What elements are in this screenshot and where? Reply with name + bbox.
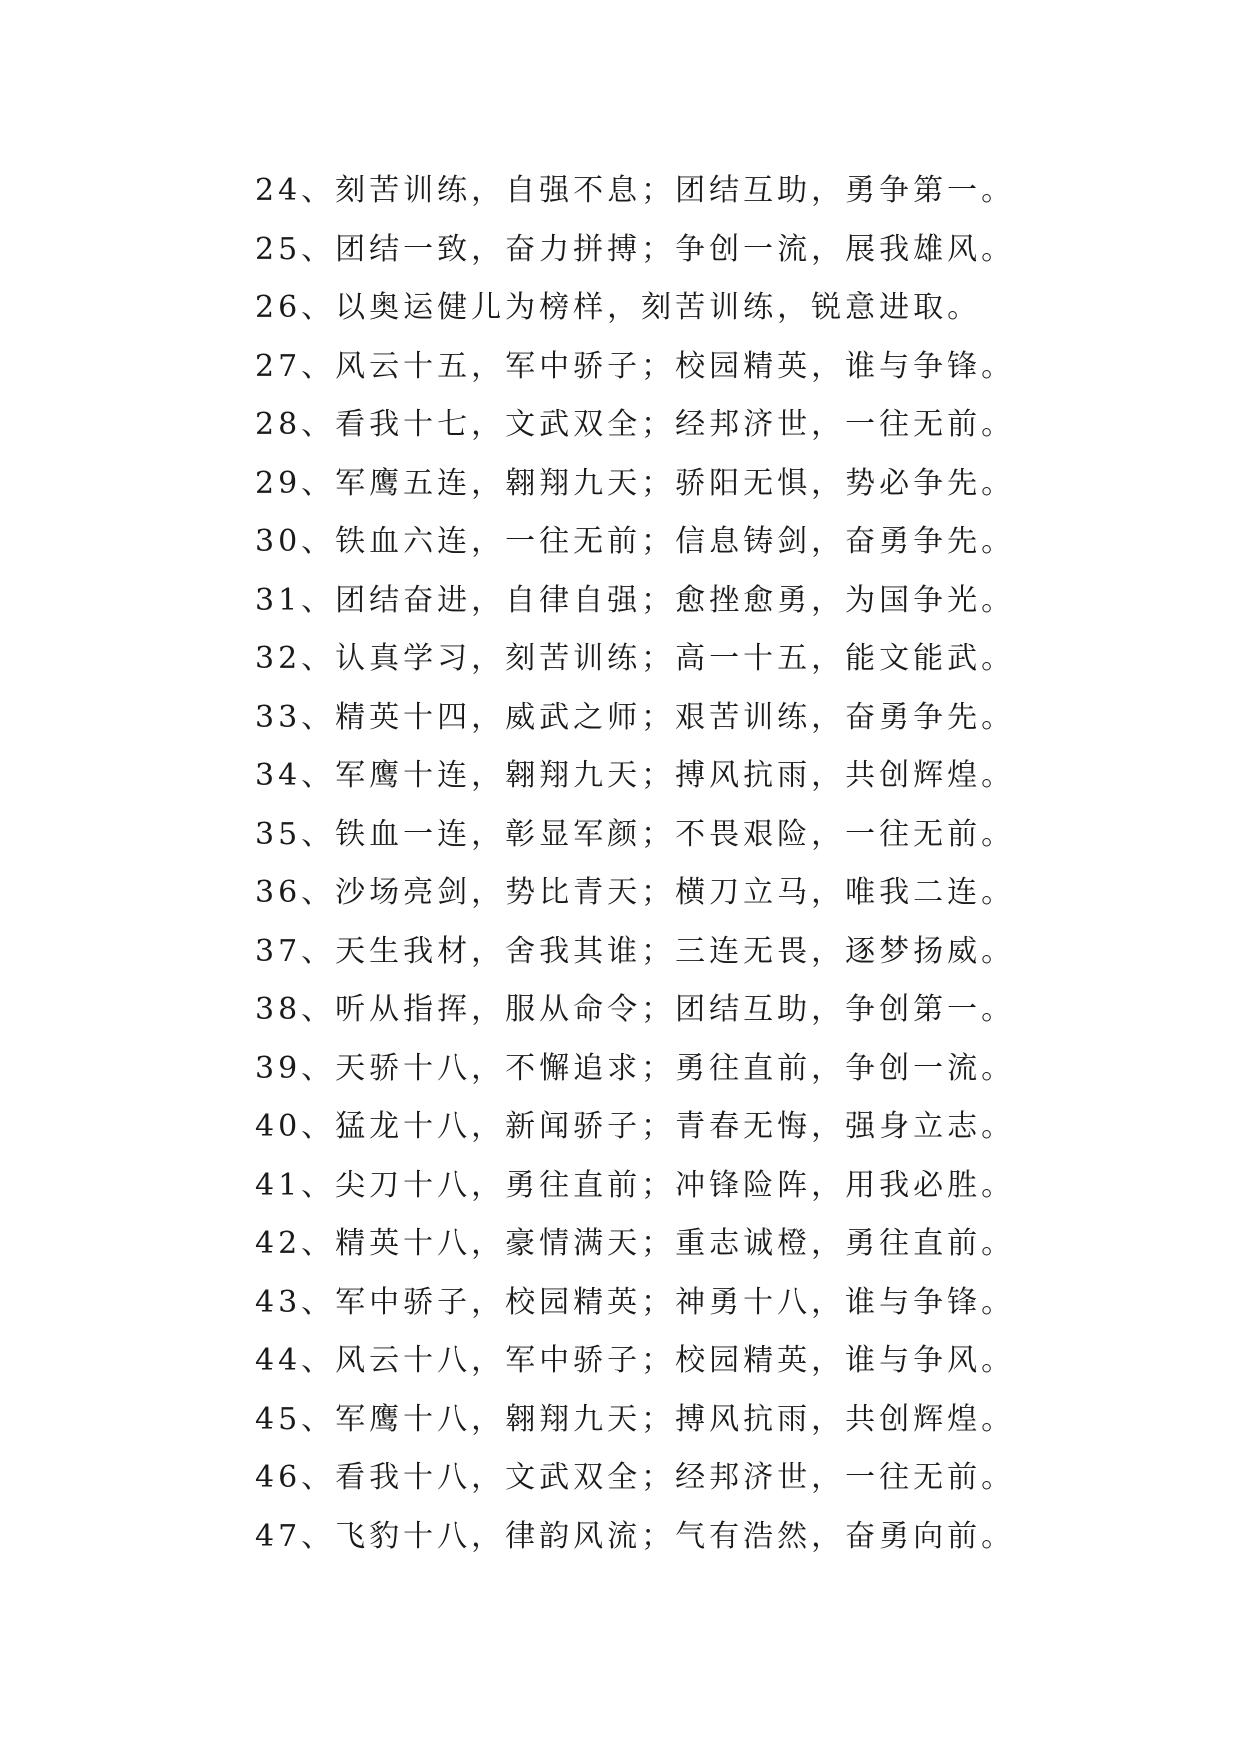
slogan-line-39: 39、天骄十八，不懈追求；勇往直前，争创一流。 [255, 1050, 1016, 1086]
slogan-line-26: 26、以奥运健儿为榜样，刻苦训练，锐意进取。 [255, 290, 982, 325]
slogan-line-33: 33、精英十四，威武之师；艰苦训练，奋勇争先。 [255, 699, 1016, 735]
slogan-list [255, 162, 1015, 1566]
slogan-line-35: 35、铁血一连，彰显军颜；不畏艰险，一往无前。 [255, 816, 1016, 852]
slogan-line-36: 36、沙场亮剑，势比青天；横刀立马，唯我二连。 [255, 875, 1016, 910]
slogan-line-34: 34、军鹰十连，翱翔九天；搏风抗雨，共创辉煌。 [255, 758, 1016, 793]
slogan-line-27: 27、风云十五，军中骄子；校园精英，谁与争锋。 [255, 348, 1016, 384]
slogan-line-37: 37、天生我材，舍我其谁；三连无畏，逐梦扬威。 [255, 933, 1016, 969]
slogan-line-43: 43、军中骄子，校园精英；神勇十八，谁与争锋。 [255, 1284, 1016, 1320]
slogan-line-29: 29、军鹰五连，翱翔九天；骄阳无惧，势必争先。 [255, 465, 1016, 501]
slogan-line-32: 32、认真学习，刻苦训练；高一十五，能文能武。 [255, 641, 1016, 676]
slogan-line-45: 45、军鹰十八，翱翔九天；搏风抗雨，共创辉煌。 [255, 1401, 1016, 1437]
slogan-line-25: 25、团结一致，奋力拼搏；争创一流，展我雄风。 [255, 231, 1016, 267]
slogan-line-31: 31、团结奋进，自律自强；愈挫愈勇，为国争光。 [255, 582, 1016, 618]
slogan-line-46: 46、看我十八，文武双全；经邦济世，一往无前。 [255, 1460, 1016, 1495]
slogan-line-30: 30、铁血六连，一往无前；信息铸剑，奋勇争先。 [255, 524, 1016, 559]
slogan-line-41: 41、尖刀十八，勇往直前；冲锋险阵，用我必胜。 [255, 1167, 1016, 1203]
slogan-line-42: 42、精英十八，豪情满天；重志诚橙，勇往直前。 [255, 1226, 1016, 1261]
slogan-line-47: 47、飞豹十八，律韵风流；气有浩然，奋勇向前。 [255, 1518, 1016, 1554]
slogan-line-40: 40、猛龙十八，新闻骄子；青春无悔，强身立志。 [255, 1109, 1016, 1144]
slogan-line-24: 24、刻苦训练，自强不息；团结互助，勇争第一。 [255, 173, 1016, 208]
slogan-line-44: 44、风云十八，军中骄子；校园精英，谁与争风。 [255, 1343, 1016, 1378]
slogan-line-28: 28、看我十七，文武双全；经邦济世，一往无前。 [255, 407, 1016, 442]
slogan-line-38: 38、听从指挥，服从命令；团结互助，争创第一。 [255, 992, 1016, 1027]
